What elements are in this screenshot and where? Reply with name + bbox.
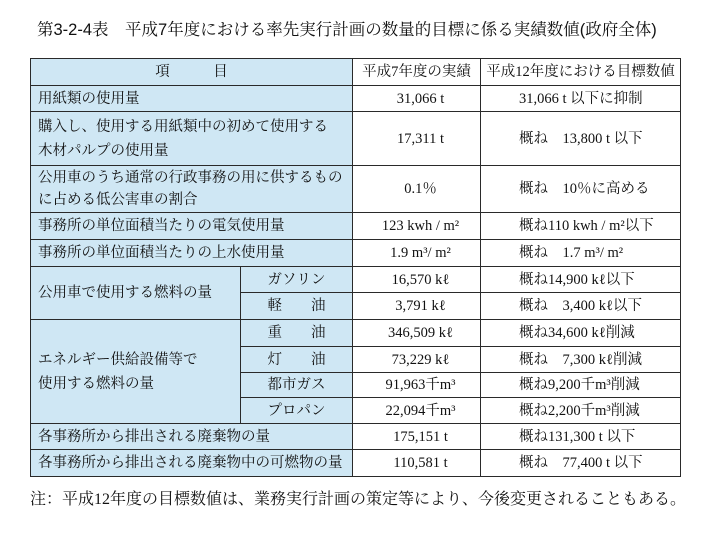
item-label xyxy=(31,166,353,213)
header-actual-fy7: 平成7年度の実績 xyxy=(353,59,481,86)
actual-value: 22,094千m³ xyxy=(353,398,481,424)
actual-value: 0.1％ xyxy=(353,166,481,213)
target-value: 概ね131,300 t 以下 xyxy=(481,424,681,450)
target-value: 概ね 3,400 kℓ以下 xyxy=(481,293,681,320)
target-value: 概ね 10％に高める xyxy=(481,166,681,213)
actual-value: 3,791 kℓ xyxy=(353,293,481,320)
item-label-line: 使用する燃料の量 xyxy=(38,375,154,392)
header-target-fy12: 平成12年度における目標数値 xyxy=(481,59,681,86)
sub-item-label: 軽 油 xyxy=(241,293,353,320)
item-label: 各事務所から排出される廃棄物の量 xyxy=(31,424,353,450)
sub-item-label: 都市ガス xyxy=(241,373,353,398)
sub-item-label: 灯 油 xyxy=(241,347,353,373)
actual-value: 17,311 t xyxy=(353,112,481,166)
target-value: 概ね14,900 kℓ以下 xyxy=(481,267,681,293)
row-combustible-waste-amount xyxy=(31,450,681,477)
table-title: 第3-2-4表 平成7年度における率先実行計画の数量的目標に係る実績数値(政府全体) xyxy=(37,21,657,39)
item-label-line: 購入し、使用する用紙類中の初めて使用する xyxy=(38,118,328,135)
row-energy-fuel-heavy-oil xyxy=(31,320,681,347)
item-label-line: に占める低公害車の割合 xyxy=(38,192,198,208)
item-label-line: エネルギー供給設備等で xyxy=(38,351,198,368)
item-label-line: 公用車のうち通常の行政事務の用に供するもの xyxy=(38,170,343,186)
header-row xyxy=(31,59,681,86)
target-value: 概ね9,200千m³削減 xyxy=(481,373,681,398)
row-electricity-per-area xyxy=(31,213,681,240)
row-paper-usage xyxy=(31,86,681,112)
footnote: 注：平成12年度の目標数値は、業務実行計画の策定等により、今後変更されることもある。 xyxy=(30,491,687,508)
header-item: 項 目 xyxy=(31,59,353,86)
actual-value: 91,963千m³ xyxy=(353,373,481,398)
row-water-per-area xyxy=(31,240,681,267)
row-low-emission-vehicle-ratio xyxy=(31,166,681,213)
row-vehicle-fuel-gasoline xyxy=(31,267,681,293)
item-label xyxy=(31,320,241,424)
target-value: 概ね 1.7 m³/ m² xyxy=(481,240,681,267)
actual-value: 1.9 m³/ m² xyxy=(353,240,481,267)
item-label-line: 木材パルプの使用量 xyxy=(38,142,169,159)
target-value: 概ね2,200千m³削減 xyxy=(481,398,681,424)
item-label: 用紙類の使用量 xyxy=(31,86,353,112)
actual-value: 31,066 t xyxy=(353,86,481,112)
target-value: 概ね110 kwh / m²以下 xyxy=(481,213,681,240)
row-waste-amount xyxy=(31,424,681,450)
actual-value: 16,570 kℓ xyxy=(353,267,481,293)
item-label: 公用車で使用する燃料の量 xyxy=(31,267,241,320)
actual-value: 346,509 kℓ xyxy=(353,320,481,347)
sub-item-label: 重 油 xyxy=(241,320,353,347)
item-label: 事務所の単位面積当たりの上水使用量 xyxy=(31,240,353,267)
sub-item-label: プロパン xyxy=(241,398,353,424)
actual-value: 110,581 t xyxy=(353,450,481,477)
item-label: 事務所の単位面積当たりの電気使用量 xyxy=(31,213,353,240)
results-table xyxy=(30,58,681,477)
sub-item-label: ガソリン xyxy=(241,267,353,293)
actual-value: 123 kwh / m² xyxy=(353,213,481,240)
actual-value: 73,229 kℓ xyxy=(353,347,481,373)
item-label xyxy=(31,112,353,166)
target-value: 概ね34,600 kℓ削減 xyxy=(481,320,681,347)
target-value: 概ね 13,800 t 以下 xyxy=(481,112,681,166)
target-value: 概ね 7,300 kℓ削減 xyxy=(481,347,681,373)
actual-value: 175,151 t xyxy=(353,424,481,450)
row-virgin-pulp-usage xyxy=(31,112,681,166)
item-label: 各事務所から排出される廃棄物中の可燃物の量 xyxy=(31,450,353,477)
target-value: 概ね 77,400 t 以下 xyxy=(481,450,681,477)
target-value: 31,066 t 以下に抑制 xyxy=(481,86,681,112)
